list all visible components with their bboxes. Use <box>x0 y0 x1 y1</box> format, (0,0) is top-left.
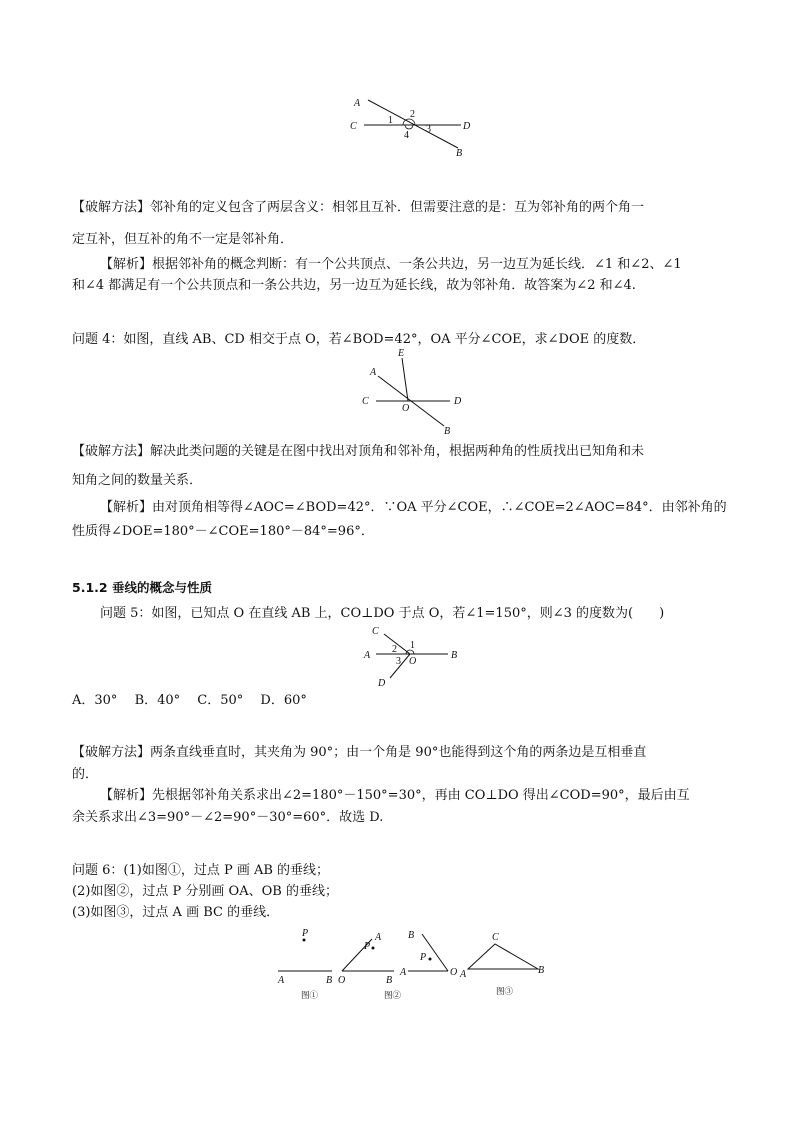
q4-analysis: 【解析】由对顶角相等得∠AOC=∠BOD=42°．∵OA 平分∠COE，∴∠COE=2∠AOC=84°．由邻补角的 <box>100 500 727 515</box>
q5-method: 【破解方法】两条直线垂直时，其夹角为 90°；由一个角是 90°也能得到这个角的两条边是互相垂直 <box>72 745 647 760</box>
label-D: D <box>454 396 462 407</box>
label-A: A <box>370 367 377 378</box>
label-B: B <box>408 930 415 941</box>
angle-2: 2 <box>410 109 415 120</box>
label-P: P <box>420 952 427 963</box>
figure-q5 <box>362 624 472 690</box>
q6-line3: (3)如图③，过点 A 画 BC 的垂线． <box>72 905 280 920</box>
label-D: D <box>463 121 471 132</box>
label-A: A <box>278 975 285 986</box>
label-P: P <box>302 928 309 939</box>
figure-q6-1 <box>274 926 344 1002</box>
label-C: C <box>362 396 369 407</box>
q6-line1: 问题 6：(1)如图①，过点 P 画 AB 的垂线； <box>72 863 330 878</box>
label-O: O <box>402 403 410 414</box>
angle-4: 4 <box>404 130 409 141</box>
q4-method-cont: 知角之间的数量关系． <box>72 473 203 488</box>
q4-text: 问题 4：如图，直线 AB、CD 相交于点 O，若∠BOD=42°，OA 平分∠COE，求∠DOE 的度数． <box>72 332 646 347</box>
angle-1: 1 <box>410 640 415 651</box>
section-heading: 5.1.2 垂线的概念与性质 <box>72 580 212 595</box>
caption-fig2: 图② <box>384 990 402 1000</box>
label-B: B <box>456 148 463 159</box>
q6-line2: (2)如图②，过点 P 分别画 OA、OB 的垂线； <box>72 884 338 899</box>
label-B: B <box>444 426 451 437</box>
label-P: P <box>364 941 371 952</box>
caption-fig1: 图① <box>301 990 319 1000</box>
figure-q6-2 <box>336 926 406 1002</box>
angle-3: 3 <box>426 124 431 135</box>
label-O: O <box>338 975 346 986</box>
q5-method-cont: 的． <box>72 767 99 782</box>
q5-text: 问题 5：如图，已知点 O 在直线 AB 上，CO⊥DO 于点 O，若∠1=150°，则∠3 的度数为( ) <box>100 606 665 621</box>
label-O: O <box>409 656 417 667</box>
p3-analysis-cont: 和∠4 都满足有一个公共顶点和一条公共边，另一边互为延长线，故为邻补角．故答案为∠2 和∠4. <box>72 278 636 293</box>
p3-analysis: 【解析】根据邻补角的概念判断：有一个公共顶点、一条公共边，另一边互为延长线．∠1 和∠2、∠1 <box>100 257 682 272</box>
figure-q6-3 <box>460 926 552 1002</box>
figure-angles-1234 <box>340 92 480 162</box>
q5-analysis: 【解析】先根据邻补角关系求出∠2=180°－150°=30°，再由 CO⊥DO 得出∠COD=90°，最后由互 <box>100 788 690 803</box>
q5-options: A．30° B．40° C．50° D．60° <box>72 693 307 708</box>
label-A: A <box>354 98 361 109</box>
label-E: E <box>398 348 405 359</box>
q5-analysis-cont: 余关系求出∠3=90°－∠2=90°－30°=60°．故选 D. <box>72 810 384 825</box>
angle-1: 1 <box>388 115 393 126</box>
label-D: D <box>378 678 386 689</box>
label-O: O <box>450 967 458 978</box>
label-C: C <box>372 626 379 637</box>
label-B: B <box>451 650 458 661</box>
label-B: B <box>326 975 333 986</box>
figure-q6-2b <box>398 926 464 1002</box>
label-A: A <box>375 932 382 943</box>
label-C: C <box>492 932 499 943</box>
label-C: C <box>350 121 357 132</box>
label-A: A <box>364 650 371 661</box>
label-A: A <box>460 969 467 980</box>
label-B: B <box>386 975 393 986</box>
p3-method: 【破解方法】邻补角的定义包含了两层含义：相邻且互补．但需要注意的是：互为邻补角的两个角一 <box>72 200 645 215</box>
angle-2: 2 <box>392 644 397 655</box>
figure-q4 <box>358 346 468 436</box>
label-A: A <box>400 967 407 978</box>
q4-analysis-cont: 性质得∠DOE=180°－∠COE=180°－84°=96°． <box>72 524 374 539</box>
q4-method: 【破解方法】解决此类问题的关键是在图中找出对顶角和邻补角，根据两种角的性质找出已知角和未 <box>72 444 645 459</box>
angle-3: 3 <box>396 656 401 667</box>
caption-fig3: 图③ <box>496 986 514 996</box>
label-B: B <box>538 965 545 976</box>
p3-method-cont: 定互补，但互补的角不一定是邻补角． <box>72 232 294 247</box>
